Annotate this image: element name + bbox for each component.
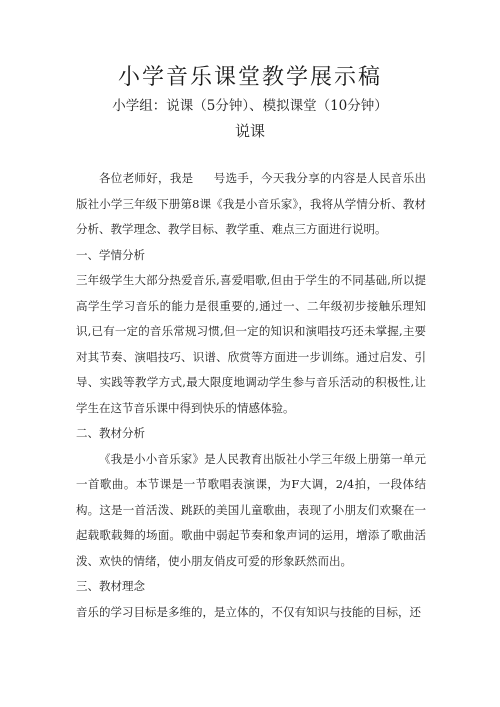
- section-title-material-analysis: 二、教材分析: [76, 426, 145, 440]
- intro-text-start: 各位老师好，我是: [99, 171, 194, 185]
- section-text-teaching-concept: 音乐的学习目标是多维的，是立体的，不仅有知识与技能的目标，还: [76, 604, 421, 619]
- section-heading: 说课: [234, 122, 265, 140]
- document-title: 小学音乐课堂教学展示稿: [117, 65, 382, 90]
- intro-text-end: 号选手，今天我分享的内容是人民音乐出版社小学三年级下册第8课《我是小音乐家》，我将从学情分析、教材分析、教学理念、教学目标、教学重、难点三方面进行说明。: [76, 171, 427, 236]
- document-body: [76, 166, 426, 625]
- section-text-learning-analysis: 三年级学生大部分热爱音乐,喜爱唱歌,但由于学生的不同基础,所以提高学生学习音乐的能力是很重要的,通过一、二年级初步接触乐理知识,已有一定的音乐常规习惯,但一定的知识和演唱技巧还未掌握,主要对其节奏、演唱技巧、识谱、欣赏等方面进一步训练。通过启发、引导、实践等教学方式,最大限度地调动学生参与音乐活动的积极性,让学生在这节音乐课中得到快乐的情感体验。: [76, 273, 426, 415]
- section-title-learning-analysis: 一、学情分析: [76, 247, 145, 262]
- section-title-teaching-concept: 三、教材理念: [76, 579, 145, 593]
- intro-paragraph: [76, 166, 426, 243]
- document-subtitle: 小学组：说课（5分钟）、模拟课堂（10分钟）: [112, 98, 388, 114]
- section-text-material-analysis: 《我是小小音乐家》是人民教育出版社小学三年级上册第一单元一首歌曲。本节课是一节歌唱表演课，为F大调，2/4拍，一段体结构。这是一首活泼、跳跃的美国儿童歌曲，表现了小朋友们欢聚在一起载歌载舞的场面。歌曲中弱起节奏和象声词的运用，增添了歌曲活泼、欢快的情绪，使小朋友俏皮可爱的形象跃然而出。: [76, 451, 426, 568]
